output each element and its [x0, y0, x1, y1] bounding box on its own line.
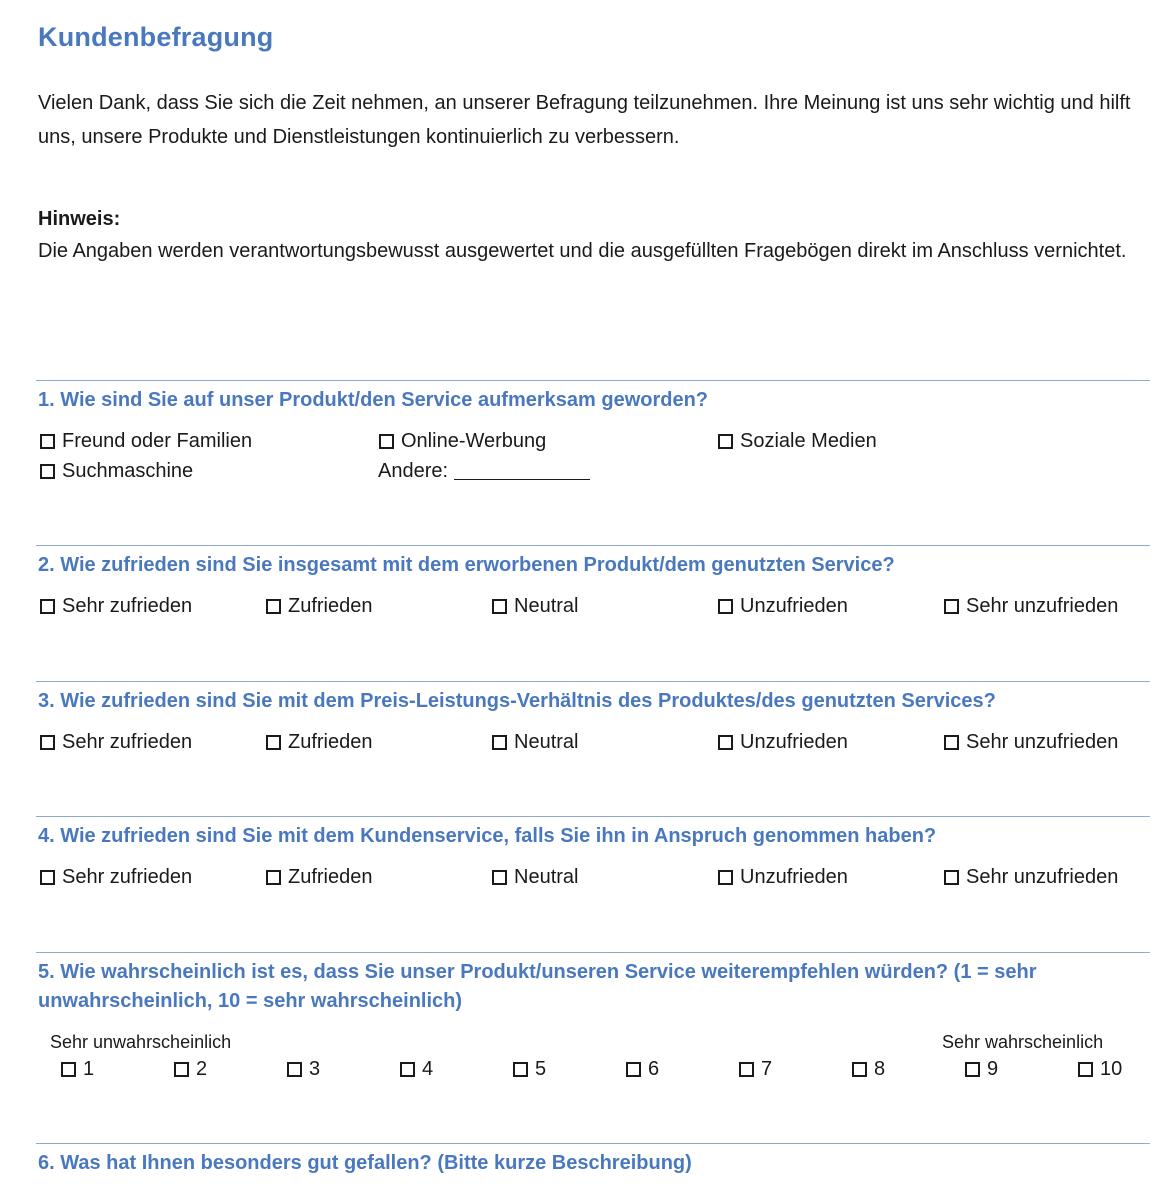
divider [36, 816, 1150, 817]
checkbox-icon[interactable] [1078, 1062, 1093, 1077]
q2-option-dissatisfied[interactable] [718, 595, 848, 618]
divider [36, 380, 1150, 381]
q2-option-very-dissatisfied[interactable] [944, 595, 1118, 618]
checkbox-icon[interactable] [944, 870, 959, 885]
checkbox-icon[interactable] [287, 1062, 302, 1077]
scale-high-label: Sehr wahrscheinlich [942, 1032, 1104, 1052]
q3-option-satisfied[interactable] [266, 731, 373, 754]
divider [36, 952, 1150, 953]
option-label: 1 [83, 1058, 95, 1080]
option-label: Neutral [514, 866, 579, 888]
q5-option-3[interactable] [287, 1058, 320, 1081]
checkbox-icon[interactable] [513, 1062, 528, 1077]
option-label: 6 [648, 1058, 660, 1080]
q5-option-4[interactable] [400, 1058, 433, 1081]
divider [36, 1143, 1150, 1144]
checkbox-icon[interactable] [40, 870, 55, 885]
checkbox-icon[interactable] [492, 735, 507, 750]
question-3-title: 3. Wie zufrieden sind Sie mit dem Preis-Leistungs-Verhältnis des Produktes/des genutzten Services? [38, 690, 996, 712]
q1-other [378, 460, 590, 483]
option-label: 2 [196, 1058, 208, 1080]
option-label: Zufrieden [288, 595, 373, 617]
option-label: 9 [987, 1058, 999, 1080]
option-label: Sehr unzufrieden [966, 866, 1119, 888]
q4-option-satisfied[interactable] [266, 866, 373, 889]
other-input-line[interactable] [454, 461, 590, 480]
q2-option-satisfied[interactable] [266, 595, 373, 618]
option-label: 7 [761, 1058, 773, 1080]
question-1-title: 1. Wie sind Sie auf unser Produkt/den Service aufmerksam geworden? [38, 389, 709, 411]
q3-option-very-satisfied[interactable] [40, 731, 192, 754]
question-2-title: 2. Wie zufrieden sind Sie insgesamt mit dem erworbenen Produkt/dem genutzten Service? [38, 554, 895, 576]
option-label: Sehr zufrieden [62, 866, 193, 888]
q5-option-6[interactable] [626, 1058, 659, 1081]
other-label: Andere: [378, 460, 449, 482]
q5-option-10[interactable] [1078, 1058, 1122, 1081]
checkbox-icon[interactable] [400, 1062, 415, 1077]
checkbox-icon[interactable] [174, 1062, 189, 1077]
q1-option-friends[interactable] [40, 430, 252, 453]
note-text: Die Angaben werden verantwortungsbewusst ausgewertet und die ausgefüllten Fragebögen direkt im Anschluss vernichtet. [38, 240, 1127, 262]
q5-option-2[interactable] [174, 1058, 207, 1081]
divider [36, 681, 1150, 682]
option-label: Neutral [514, 731, 579, 753]
q3-option-very-dissatisfied[interactable] [944, 731, 1118, 754]
q3-option-dissatisfied[interactable] [718, 731, 848, 754]
checkbox-icon[interactable] [40, 434, 55, 449]
checkbox-icon[interactable] [492, 870, 507, 885]
checkbox-icon[interactable] [739, 1062, 754, 1077]
checkbox-icon[interactable] [965, 1062, 980, 1077]
q2-option-very-satisfied[interactable] [40, 595, 192, 618]
question-4-title: 4. Wie zufrieden sind Sie mit dem Kundenservice, falls Sie ihn in Anspruch genommen haben? [38, 825, 937, 847]
checkbox-icon[interactable] [718, 735, 733, 750]
checkbox-icon[interactable] [492, 599, 507, 614]
option-label: 5 [535, 1058, 547, 1080]
checkbox-icon[interactable] [718, 870, 733, 885]
checkbox-icon[interactable] [40, 599, 55, 614]
checkbox-icon[interactable] [852, 1062, 867, 1077]
checkbox-icon[interactable] [61, 1062, 76, 1077]
option-label: Unzufrieden [740, 595, 848, 617]
checkbox-icon[interactable] [266, 599, 281, 614]
option-label: Unzufrieden [740, 731, 848, 753]
checkbox-icon[interactable] [626, 1062, 641, 1077]
q1-option-online-ads[interactable] [379, 430, 546, 453]
q5-option-9[interactable] [965, 1058, 998, 1081]
q4-option-very-dissatisfied[interactable] [944, 866, 1118, 889]
q4-option-neutral[interactable] [492, 866, 578, 889]
question-5-title: 5. Wie wahrscheinlich ist es, dass Sie unser Produkt/unseren Service weiterempfehlen würden? (1 = sehr unwahrscheinlich, 10 = sehr wahrscheinlich) [38, 961, 1037, 1012]
option-label: Sehr unzufrieden [966, 595, 1119, 617]
option-label: Zufrieden [288, 731, 373, 753]
q4-option-very-satisfied[interactable] [40, 866, 192, 889]
note-heading: Hinweis: [38, 208, 121, 230]
checkbox-icon[interactable] [40, 735, 55, 750]
q3-option-neutral[interactable] [492, 731, 578, 754]
checkbox-icon[interactable] [266, 870, 281, 885]
intro-text: Vielen Dank, dass Sie sich die Zeit nehmen, an unserer Befragung teilzunehmen. Ihre Meinung ist uns sehr wichtig und hilft uns, unsere Produkte und Dienstleistungen kontinuierlich zu verbessern. [38, 92, 1131, 148]
option-label: Sehr unzufrieden [966, 731, 1119, 753]
checkbox-icon[interactable] [718, 599, 733, 614]
option-label: Online-Werbung [401, 430, 547, 452]
q5-option-8[interactable] [852, 1058, 885, 1081]
q5-option-5[interactable] [513, 1058, 546, 1081]
option-label: Suchmaschine [62, 460, 194, 482]
q5-option-1[interactable] [61, 1058, 94, 1081]
q5-option-7[interactable] [739, 1058, 772, 1081]
checkbox-icon[interactable] [379, 434, 394, 449]
page-title: Kundenbefragung [38, 22, 274, 52]
q4-option-dissatisfied[interactable] [718, 866, 848, 889]
checkbox-icon[interactable] [718, 434, 733, 449]
divider [36, 545, 1150, 546]
option-label: Unzufrieden [740, 866, 848, 888]
checkbox-icon[interactable] [944, 735, 959, 750]
scale-low-label: Sehr unwahrscheinlich [50, 1032, 232, 1052]
question-6-title: 6. Was hat Ihnen besonders gut gefallen? (Bitte kurze Beschreibung) [38, 1152, 692, 1174]
checkbox-icon[interactable] [40, 464, 55, 479]
option-label: Sehr zufrieden [62, 731, 193, 753]
option-label: Sehr zufrieden [62, 595, 193, 617]
option-label: 10 [1100, 1058, 1123, 1080]
option-label: Freund oder Familien [62, 430, 253, 452]
q1-option-search-engine[interactable] [40, 460, 193, 483]
q1-option-social-media[interactable] [718, 430, 877, 453]
option-label: Zufrieden [288, 866, 373, 888]
option-label: Soziale Medien [740, 430, 877, 452]
checkbox-icon[interactable] [944, 599, 959, 614]
option-label: 3 [309, 1058, 321, 1080]
option-label: 4 [422, 1058, 434, 1080]
option-label: Neutral [514, 595, 579, 617]
option-label: 8 [874, 1058, 886, 1080]
q2-option-neutral[interactable] [492, 595, 578, 618]
checkbox-icon[interactable] [266, 735, 281, 750]
